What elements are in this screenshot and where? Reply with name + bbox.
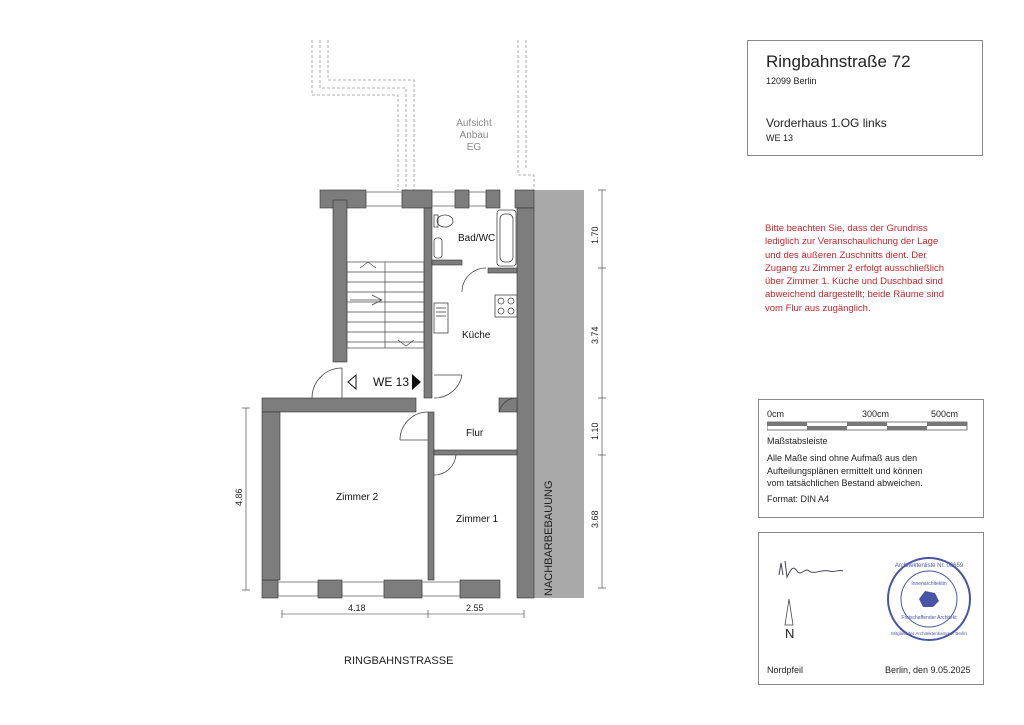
scale-box — [758, 399, 984, 518]
notice-line: und des äußeren Zuschnitts dient. Der — [765, 249, 927, 261]
scale-tick-500: 500cm — [931, 409, 959, 419]
address-box — [747, 40, 983, 156]
signature-box — [758, 532, 984, 685]
neighbor-label: NACHBARBEBAUUNG — [543, 480, 555, 596]
dim-right-1: 1.70 — [590, 226, 600, 244]
arrow-left-icon — [348, 375, 356, 389]
dim-right-3: 1.10 — [590, 422, 600, 440]
annex-line-1: Aufsicht — [456, 118, 492, 129]
room-zimmer2: Zimmer 2 — [336, 492, 379, 503]
unit-code: WE 13 — [766, 133, 794, 143]
kitchen-fixtures — [434, 295, 517, 333]
format-label: Format: DIN A4 — [767, 494, 830, 504]
scale-tick-300: 300cm — [862, 409, 890, 419]
unit-title: Vorderhaus 1.OG links — [766, 116, 887, 130]
notice-text — [765, 222, 995, 315]
notice-line: über Zimmer 1. Küche und Duschbad sind — [765, 276, 943, 288]
dim-right-4: 3.68 — [590, 510, 600, 528]
room-bad: Bad/WC — [458, 233, 496, 244]
arrow-right-icon — [412, 374, 421, 390]
neighbor-building — [534, 190, 584, 598]
walls — [262, 190, 534, 598]
scale-note-line: vom tatsächlichen Bestand abweichen. — [767, 478, 923, 488]
dim-bottom-1: 4.18 — [348, 603, 366, 613]
notice-line: Zugang zu Zimmer 2 erfolgt ausschließlich — [765, 262, 944, 274]
scale-note — [767, 452, 977, 490]
signature — [775, 555, 845, 585]
annex-label — [456, 118, 492, 153]
stamp-line-3: Freischaffender Architekt — [901, 615, 957, 621]
scale-tick-0: 0cm — [767, 409, 785, 419]
scale-note-line: Alle Maße sind ohne Aufmaß aus den — [767, 453, 918, 463]
we-label: WE 13 — [373, 375, 410, 389]
stamp-line-2: Innenarchitektin — [911, 581, 947, 587]
street-label: RINGBAHNSTRASSE — [344, 655, 454, 667]
windows — [278, 192, 486, 596]
notice-line: lediglich zur Veranschaulichung der Lage — [765, 236, 939, 248]
scale-bar — [767, 420, 977, 434]
stamp-line-1: Architektenliste Nr. 06659 — [894, 563, 964, 569]
scale-label: Maßstabsleiste — [767, 436, 828, 446]
annex-outline — [312, 40, 534, 190]
date-label: Berlin, den 9.05.2025 — [885, 665, 971, 675]
dim-right-2: 3.74 — [590, 326, 600, 344]
north-letter: N — [785, 626, 795, 641]
staircase — [347, 262, 424, 348]
scale-note-line: Aufteilungsplänen ermittelt und können — [767, 465, 923, 476]
dim-left: 4.86 — [234, 488, 244, 506]
notice-line: Bitte beachten Sie, dass der Grundriss — [765, 223, 928, 234]
annex-line-3: EG — [466, 142, 482, 153]
room-flur: Flur — [466, 428, 484, 439]
north-label: Nordpfeil — [767, 665, 804, 675]
room-kueche: Küche — [462, 330, 491, 341]
notice-line: abweichend dargestellt; beide Räume sind — [765, 289, 945, 301]
annex-line-2: Anbau — [459, 130, 489, 141]
address-city: 12099 Berlin — [766, 76, 817, 86]
room-zimmer1: Zimmer 1 — [456, 514, 499, 525]
dimensions-bottom — [282, 610, 524, 618]
dim-bottom-2: 2.55 — [466, 603, 484, 613]
address-street: Ringbahnstraße 72 — [766, 52, 911, 71]
stamp — [885, 555, 973, 643]
stamp-line-4: Mitglied der Architektenkammer Berlin — [891, 631, 967, 636]
notice-line: vom Flur aus zugänglich. — [765, 302, 871, 314]
